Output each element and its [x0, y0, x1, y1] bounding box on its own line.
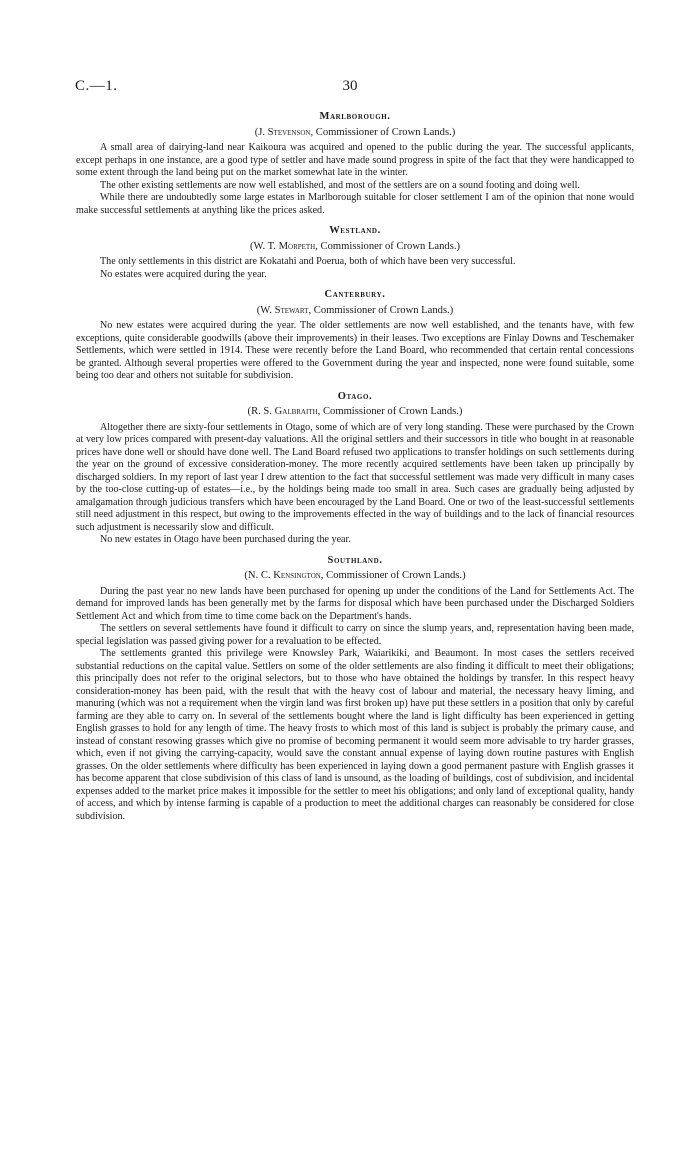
paragraph: No estates were acquired during the year.	[100, 268, 267, 280]
commissioner-name: J. Stevenson,	[258, 126, 314, 138]
section-commissioner: (W. T. Morpeth, Commissioner of Crown Lands.)	[249, 240, 461, 252]
document-reference: C.—1.	[75, 78, 118, 94]
paragraph: During the past year no new lands have been purchased for opening up under the conditions of the Land for Settlements Act. The demand for improved lands has been generally met by the farms for disposal which have been purchased under the Discharged Soldiers Settlement Act and which from time to time come back on the Department's hands.	[76, 585, 634, 622]
commissioner-name: W. Stewart,	[260, 304, 312, 316]
commissioner-name: W. T. Morpeth,	[253, 240, 318, 252]
section-commissioner: (N. C. Kensington, Commissioner of Crown Lands.)	[244, 570, 466, 581]
commissioner-role: Commissioner of Crown Lands.	[315, 126, 452, 138]
paragraph: The only settlements in this district are Kokatahi and Poerua, both of which have been very successful.	[100, 256, 516, 267]
commissioner-role: Commissioner of Crown Lands.	[313, 304, 450, 316]
commissioner-name: N. C. Kensington,	[247, 570, 324, 581]
paragraph: The settlers on several settlements have found it difficult to carry on since the slump years, and, representation having been made, special legislation was passed giving power for a revaluation to be effected.	[76, 623, 634, 647]
commissioner-name: R. S. Galbraith,	[251, 406, 321, 417]
section-commissioner: (R. S. Galbraith, Commissioner of Crown Lands.)	[247, 406, 463, 417]
section-title: Southland.	[327, 554, 383, 566]
section-westland	[76, 225, 634, 281]
paragraph: While there are undoubtedly some large estates in Marlborough suitable for closer settlement I am of the opinion that none would make successful settlements at anything like the prices asked.	[76, 192, 634, 216]
paragraph: A small area of dairying-land near Kaikoura was acquired and opened to the public during the year. The successful applicants, except perhaps in one instance, are a good type of settler and have made sound progress in spite of the fact that they were handicapped to some extent through the land being put on the market somewhat late in the winter.	[76, 142, 634, 178]
commissioner-role: Commissioner of Crown Lands.	[326, 570, 463, 581]
section-canterbury	[76, 289, 634, 383]
paragraph: No new estates in Otago have been purchased during the year.	[100, 534, 351, 545]
paragraph: No new estates were acquired during the year. The older settlements are now well established, and the tenants have, with few exceptions, quite considerable goodwills (above their improvements) in their leases. Two exceptions are Finlay Downs and Teschemaker Settlements, which were settled in 1914. These were recently before the Land Board, who recommended that certain rental concessions be granted. Although several properties were offered to the Government during the year and inspected, none were found suitable, some being too dear and others not suitable for subdivision.	[76, 320, 634, 381]
paragraph: The other existing settlements are now well established, and most of the settlers are on a sound footing and doing well.	[100, 179, 580, 191]
section-title: Westland.	[329, 225, 381, 236]
commissioner-role: Commissioner of Crown Lands.	[322, 406, 459, 417]
section-marlborough	[76, 111, 634, 217]
section-otago	[76, 391, 634, 547]
section-southland	[76, 555, 634, 824]
section-commissioner: (J. Stevenson, Commissioner of Crown Lands.)	[254, 126, 456, 138]
section-commissioner: (W. Stewart, Commissioner of Crown Lands.)	[256, 304, 454, 316]
document-body	[76, 111, 634, 823]
section-title: Canterbury.	[324, 289, 386, 300]
page-number: 30	[342, 78, 358, 94]
paragraph: The settlements granted this privilege were Knowsley Park, Waiarikiki, and Beaumont. In most cases the settlers received substantial reductions on the capital value. Settlers on some of the older settlements are also finding it difficult to meet their obligations; this principally does not refer to the original selectors, but to those who have obtained the holdings by transfer. In this respect heavy consideration-money has been paid, with the result that with the heavy cost of labour and material, the necessary heavy liming, and manuring (which was not a requirement when the virgin land was first broken up) have put these settlers in a position that only by careful farming are they able to carry on. In several of the settlements bought where the land is light difficulty has been experienced in getting English grasses to hold for any length of time. The heavy frosts to which most of this land is subject is probably the primary cause, and instead of constant resowing grasses which give no promise of becoming permanent it would seem more advisable to try harder grasses, which, even if not giving the carrying-capacity, would save the constant annual expense of laying down routine pastures with English grasses. On the older settlements where difficulty has been experienced in laying down a good permanent pasture with English grasses it has become apparent that close subdivision of this class of land is unsound, as the loading of buildings, cost of subdivision, and incidental expenses added to the market price makes it impossible for the settler to meet his obligations; and only land of exceptional quality, handy of access, and which by intense farming is capable of a production to meet the additional charges can reasonably be considered for close subdivision.	[76, 648, 634, 822]
section-title: Marlborough.	[319, 111, 391, 122]
commissioner-role: Commissioner of Crown Lands.	[320, 240, 457, 252]
section-title: Otago.	[337, 390, 373, 402]
paragraph: Altogether there are sixty-four settlements in Otago, some of which are of very long standing. These were purchased by the Crown at very low prices compared with present-day valuations. All the original settlers and their successors in title who bought in at reasonable prices have done well or should have done well. The Land Board refused two applications to transfer holdings on such settlements during the year on the ground of excessive consideration-money. The more recently acquired settlements have been taken up principally by discharged soldiers. In my report of last year I drew attention to the fact that successful settlement was made very difficult in many cases by the too-close cutting-up of estates—i.e., by the holdings being made too small in area. Such cases are gradually being adjusted by amalgamation through judicious transfers which have been encouraged by the Land Board. One or two of the least-successful settlements still need adjustment in this respect, but owing to the improvements effected in the way of buildings and to the lack of financial resources such adjustment is necessarily slow and difficult.	[76, 421, 634, 533]
